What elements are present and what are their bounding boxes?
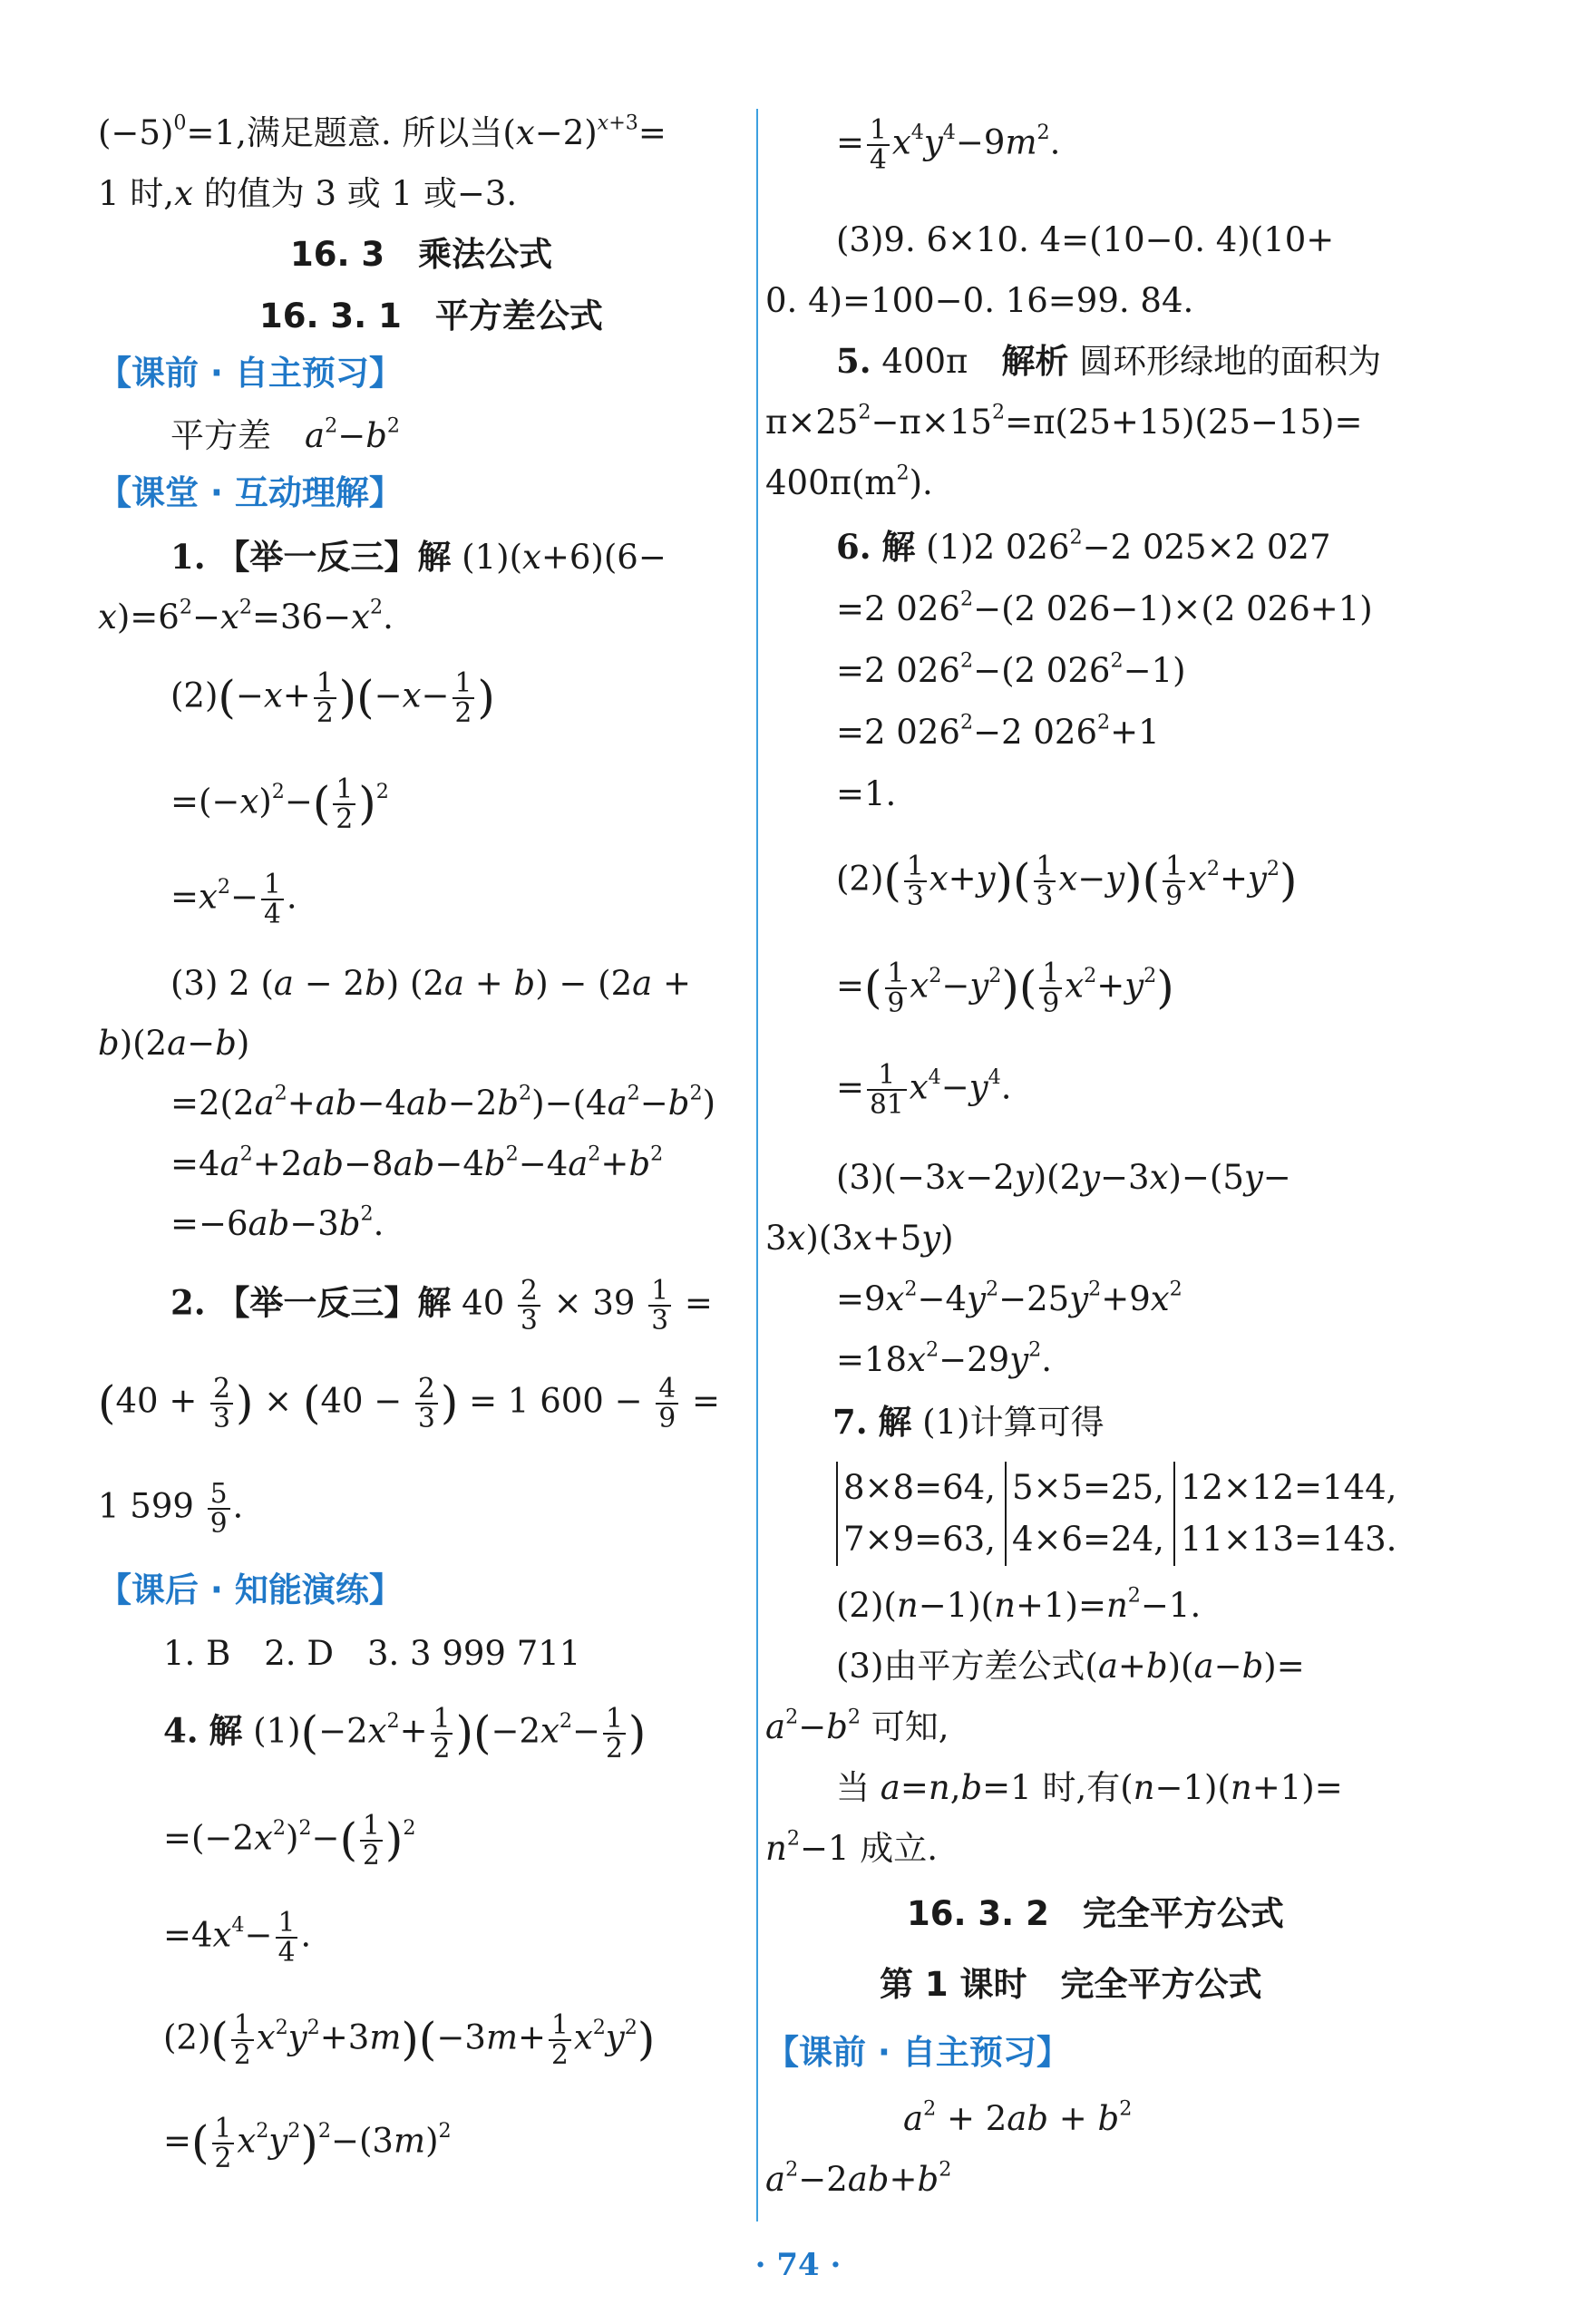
q7-line-1: 7. 解 (1)计算可得: [832, 1402, 1105, 1442]
subsection-title: 16. 3. 1 平方差公式: [259, 297, 603, 335]
ju-label: 【举一反三】: [216, 537, 418, 577]
tag-preview: 【课前 · 自主预习】: [98, 354, 403, 393]
q7-part1-text: (1)计算可得: [922, 1403, 1105, 1442]
q6-line-3: =2 $026^2-(2$ $026^2-1$): [836, 648, 1186, 690]
after-answers: 1. B 2. D 3. 3 999 711: [163, 1634, 581, 1673]
q6-3-line-4: $=18x^2-29y^2$.: [836, 1337, 1052, 1379]
q5-line-1: 5. 400π 解析 圆环形绿地的面积为: [836, 341, 1382, 381]
preview2-answer-line-2: $a^2-2ab+b^2$: [765, 2157, 952, 2199]
q4-line-1: 4. 解 $(1)(-2x^2+$ $\frac{1}{2}$ )($-2x^2-$ $\frac{1}{2}$ ): [163, 1703, 647, 1764]
page-number-value: 74: [776, 2247, 820, 2283]
q1-2-line-1: (2)(−x+ $\frac{1}{2}$ )(−x− $\frac{1}{2}$ ): [170, 667, 495, 729]
lesson-title: 第 1 课时 完全平方公式: [880, 1965, 1262, 2004]
q6-line-2: =2 $026^2-(2$ 026−1)×(2 026+1): [836, 587, 1373, 628]
q7-line-2: $(2)(n-1)(n+1)=n^2-1$.: [836, 1583, 1202, 1625]
q5-line-3: $400\pi(m^2)$.: [765, 461, 933, 502]
q1-line-1: 1. 【举一反三】解 (1)(x+6)(6−: [170, 537, 667, 577]
jie-label: 解: [417, 537, 452, 577]
q1-2-line-2: $=(-x)^2-$( $\frac{1}{2}$ )$^2$: [170, 773, 389, 835]
q7-group-2: 5×5=25, 4×6=24,: [1005, 1462, 1164, 1566]
preview2-answer-line-1: $a^2 + 2ab + b^2$: [903, 2096, 1133, 2138]
q4-3-line-2: 0. 4)=100−0. 16=99. 84.: [765, 281, 1194, 320]
q6-line-1: 6. 解 (1)2 $026^2-2$ 025×2 027: [836, 525, 1331, 567]
q7-table: [836, 1462, 1406, 1566]
q5-line-2: $\pi\times 25^2-\pi\times 15^2=\pi(25+15)(25-15)=$: [765, 400, 1363, 442]
q1-3-line-1: (3) 2 (a − 2b) (2a + b) − (2a +: [170, 964, 691, 1003]
q6-line-5: =1.: [836, 774, 897, 813]
q6-3-line-1: (3)(−3x−2y)(2y−3x)−(5y−: [836, 1158, 1291, 1197]
q7-line-3: (3)由平方差公式(a+b)(a−b)=: [836, 1647, 1305, 1686]
q7-line-4: $a^2-b^2$ 可知,: [765, 1705, 949, 1746]
q6-3-line-3: $=9x^2-4y^2-25y^2+9x^2$: [836, 1277, 1182, 1318]
q6-2-line-2: =( $\frac{1}{9}$ $x^2-y^2$)( $\frac{1}{9}$ $x^2+y^2$): [836, 958, 1174, 1019]
tag-classroom: 【课堂 · 互动理解】: [98, 473, 403, 512]
q6-2-line-1: (2)( $\frac{1}{3}$ x+y)( $\frac{1}{3}$ x−y)( $\frac{1}{9}$ $x^2+y^2$): [836, 851, 1298, 912]
q1-line-2: $x)=6^2-x^2=36-x^2$.: [98, 595, 394, 637]
q6-3-line-2: 3x)(3x+5y): [765, 1219, 954, 1258]
tag-after: 【课后 · 知能演练】: [98, 1570, 403, 1609]
q2-line-1: 2. 【举一反三】解 40 $\frac{2}{3}$ × 39 $\frac{1}{3}$ =: [170, 1275, 713, 1337]
section-title: 16. 3 乘法公式: [290, 235, 553, 274]
q7-group-1: 8×8=64, 7×9=63,: [836, 1462, 996, 1566]
q4-3-line-1: (3)9. 6×10. 4=(10−0. 4)(10+: [836, 220, 1335, 259]
q1-2-line-3: $=x^2-$ $\frac{1}{4}$ .: [170, 869, 297, 930]
column-divider: [756, 109, 758, 2221]
prev-answer-line-1: $(-5)^0=1$,满足题意. 所以当$(x-2)^{x+3}=$: [98, 111, 667, 152]
q2-line-3: 1 599 $\frac{5}{9}$ .: [98, 1478, 244, 1540]
q4-line-3: $=4x^4-$ $\frac{1}{4}$ .: [163, 1907, 312, 1969]
q4-2-line-1: (2)( $\frac{1}{2}$ $x^2y^2+3m)(-3m+$ $\frac{1}{2}$ $x^2y^2$): [163, 2009, 656, 2071]
preview-answer-label: 平方差: [170, 416, 271, 455]
q4-2-line-2: =( $\frac{1}{2}$ $x^2y^2)^2-(3m)^2$: [163, 2113, 452, 2174]
page-number: · 74 ·: [754, 2247, 842, 2283]
subsection-title-2: 16. 3. 2 完全平方公式: [907, 1894, 1284, 1933]
q4-2-line-3: = $\frac{1}{4}$ $x^4y^4-9m^2$.: [836, 114, 1061, 176]
q1-3-line-5: $=-6ab-3b^2$.: [170, 1201, 384, 1243]
q7-line-6: $n^2-1$ 成立.: [765, 1826, 939, 1868]
q1-3-line-3: $=2(2a^2+ab-4ab-2b^2)-(4a^2-b^2)$: [170, 1081, 716, 1123]
q7-group-3: 12×12=144, 11×13=143.: [1173, 1462, 1397, 1566]
q6-2-line-3: = $\frac{1}{81}$ $x^4-y^4$.: [836, 1059, 1012, 1121]
tag-preview-2: 【课前 · 自主预习】: [765, 2033, 1070, 2072]
q4-line-2: $=(-2x^2)^2-$( $\frac{1}{2}$ )$^2$: [163, 1810, 416, 1871]
preview-answer: 平方差 $a^2-b^2$: [170, 413, 401, 455]
q6-line-4: =2 $026^2-2$ $026^2+1$: [836, 710, 1160, 752]
q1-3-line-2: b)(2a−b): [98, 1024, 250, 1063]
q1-3-line-4: $=4a^2+2ab-8ab-4b^2-4a^2+b^2$: [170, 1142, 664, 1183]
q2-line-2: (40 + $\frac{2}{3}$ ) × (40 − $\frac{2}{3}$ ) = 1 600 − $\frac{4}{9}$ =: [98, 1373, 720, 1434]
prev-answer-line-2: 1 时,x 的值为 3 或 1 或−3.: [98, 174, 518, 213]
q7-line-5: 当 a=n,b=1 时,有(n−1)(n+1)=: [836, 1768, 1343, 1807]
